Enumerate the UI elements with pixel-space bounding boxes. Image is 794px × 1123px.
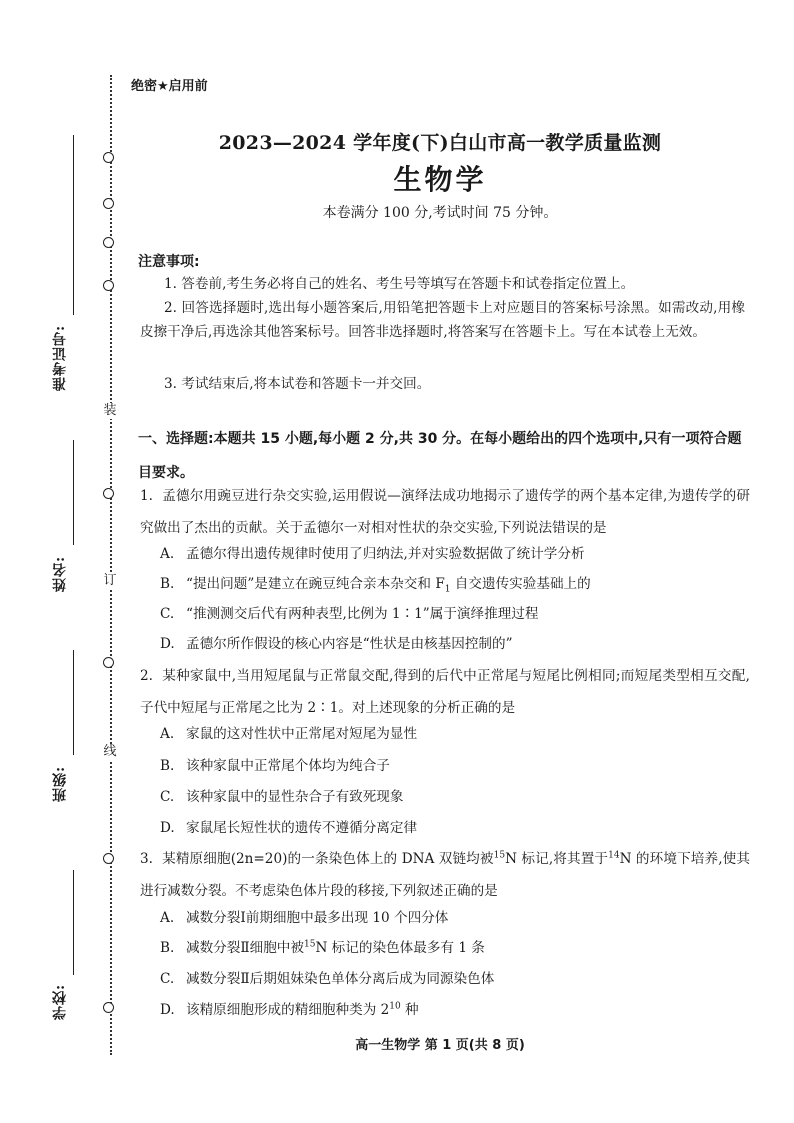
option-text: “推测测交后代有两种表型,比例为 1∶1”属于演绎推理过程	[186, 606, 539, 622]
class-label: 班级:	[52, 765, 68, 803]
option-label: C.	[160, 606, 175, 622]
seal-char-zhuang: 装	[103, 403, 117, 418]
question-number: 1.	[140, 488, 153, 504]
binding-dotted-line	[110, 75, 112, 1055]
question-text: 某精原细胞(2n=20)的一条染色体上的 DNA 双链均被	[162, 851, 494, 867]
section-heading: 一、选择题:本题共 15 小题,每小题 2 分,共 30 分。在每小题给出的四个选项中,只有一项符合题目要求。	[138, 431, 742, 481]
option-item	[160, 722, 417, 746]
binding-hole	[103, 280, 114, 291]
option-item	[160, 602, 539, 626]
notice-item: 2. 回答选择题时,选出每小题答案后,用铅笔把答题卡上对应题目的答案标号涂黑。如需改动,用橡皮擦干净后,再选涂其他答案标号。回答非选择题时,将答案写在答题卡上。写在本试卷上无效。	[140, 300, 745, 340]
binding-hole	[103, 237, 114, 248]
subject-title: 生物学	[393, 163, 487, 196]
option-item	[160, 754, 390, 778]
notice-item: 3. 考试结束后,将本试卷和答题卡一并交回。	[164, 376, 431, 392]
question-text: 某种家鼠中,当用短尾鼠与正常鼠交配,得到的后代中正常尾与短尾比例相同;而短尾类型相互交配,子代中短尾与正常尾之比为 2∶1。对上述现象的分析正确的是	[140, 668, 750, 716]
name-label: 姓名:	[52, 555, 68, 593]
exponent-superscript: 10	[389, 1001, 401, 1012]
option-text: 该种家鼠中正常尾个体均为纯合子	[186, 758, 390, 774]
question-number: 2.	[140, 668, 153, 684]
option-text: 种	[400, 1002, 419, 1018]
isotope-superscript: 15	[493, 850, 506, 861]
option-text: 家鼠尾长短性状的遗传不遵循分离定律	[186, 820, 418, 836]
option-text: 孟德尔得出遗传规律时使用了归纳法,并对实验数据做了统计学分析	[186, 546, 585, 562]
binding-hole	[103, 152, 114, 163]
question-stem	[140, 660, 750, 724]
question-stem	[140, 843, 750, 907]
option-text: “提出问题”是建立在豌豆纯合亲本杂交和 F	[186, 576, 445, 592]
secret-mark: 绝密★启用前	[131, 79, 208, 94]
option-item	[160, 998, 419, 1022]
school-field-line	[73, 870, 74, 975]
option-item	[160, 816, 417, 840]
option-text: 家鼠的这对性状中正常尾对短尾为显性	[186, 726, 418, 742]
option-label: C.	[160, 971, 175, 987]
binding-hole	[103, 488, 114, 499]
option-text: N 标记的染色体最多有 1 条	[315, 940, 485, 956]
notice-heading: 注意事项:	[138, 254, 200, 270]
option-label: B.	[160, 940, 175, 956]
name-field-line	[73, 440, 74, 545]
option-text: 孟德尔所作假设的核心内容是“性状是由核基因控制的”	[186, 636, 513, 652]
option-item	[160, 785, 404, 809]
question-text: N 的环境下培养,使其进行减数分裂。不考虑染色体片段的移接,下列叙述正确的是	[140, 851, 750, 899]
question-text: N 标记,将其置于	[505, 851, 609, 867]
binding-hole	[103, 1002, 114, 1013]
option-label: B.	[160, 758, 175, 774]
binding-hole	[103, 657, 114, 668]
score-time-info: 本卷满分 100 分,考试时间 75 分钟。	[322, 205, 558, 221]
notice-item: 1. 答卷前,考生务必将自己的姓名、考生号等填写在答题卡和试卷指定位置上。	[164, 276, 635, 292]
isotope-superscript: 14	[608, 850, 620, 861]
class-field-line	[73, 650, 74, 755]
option-label: A.	[160, 546, 175, 562]
option-text: 该种家鼠中的显性杂合子有致死现象	[186, 789, 404, 805]
option-label: D.	[160, 1002, 175, 1018]
isotope-superscript: 15	[304, 939, 316, 950]
question-text: 孟德尔用豌豆进行杂交实验,运用假说—演绎法成功地揭示了遗传学的两个基本定律,为遗传学的研究做出了杰出的贡献。关于孟德尔一对相对性状的杂交实验,下列说法错误的是	[140, 488, 750, 536]
option-text: 减数分裂Ⅱ后期姐妹染色单体分离后成为同源染色体	[186, 971, 495, 987]
question-stem	[140, 480, 750, 544]
option-label: D.	[160, 636, 175, 652]
option-item	[160, 542, 585, 566]
option-item	[160, 967, 494, 991]
option-label: D.	[160, 820, 175, 836]
seal-char-ding: 订	[103, 573, 117, 588]
exam-id-field-line	[73, 135, 74, 315]
option-text: 自交遗传实验基础上的	[450, 576, 591, 592]
seal-char-xian: 线	[103, 744, 117, 759]
option-label: C.	[160, 789, 175, 805]
exam-id-label: 准考证号:	[52, 324, 68, 392]
option-item	[160, 632, 513, 656]
option-label: B.	[160, 576, 175, 592]
page-footer: 高一生物学 第 1 页(共 8 页)	[355, 1038, 525, 1053]
option-item	[160, 906, 448, 930]
binding-hole	[103, 853, 114, 864]
option-item	[160, 936, 485, 960]
option-item	[160, 572, 591, 596]
option-label: A.	[160, 726, 175, 742]
option-subscript: 1	[444, 584, 451, 595]
binding-hole	[103, 198, 114, 209]
option-text: 减数分裂Ⅱ细胞中被	[186, 940, 304, 956]
option-text: 减数分裂Ⅰ前期细胞中最多出现 10 个四分体	[186, 910, 449, 926]
option-label: A.	[160, 910, 175, 926]
option-text: 该精原细胞形成的精细胞种类为 2	[186, 1002, 390, 1018]
school-label: 学校:	[52, 983, 68, 1021]
question-number: 3.	[140, 851, 153, 867]
exam-title: 2023—2024 学年度(下)白山市高一教学质量监测	[218, 132, 662, 154]
